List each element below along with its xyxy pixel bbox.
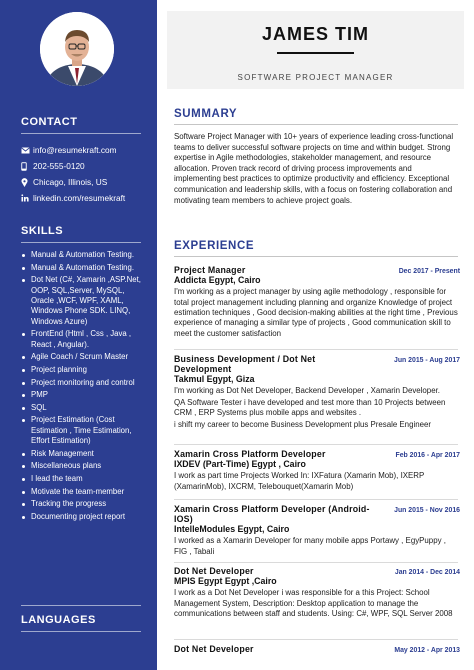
skill-item: Project planning	[21, 365, 149, 375]
profile-photo	[40, 12, 114, 86]
job-entry	[174, 449, 460, 492]
skill-item: Project monitoring and control	[21, 378, 149, 388]
skill-item: Dot Net (C#, Xamarin ,ASP.Net, OOP, SQL,Server, MySQL, Oracle ,WCF, WPF, XAML, Windows Phone SDK. LINQ, Windows Azure)	[21, 275, 149, 327]
contact-heading: CONTACT	[21, 116, 78, 128]
contact-divider	[21, 133, 141, 134]
job-description: QA Software Tester i have developed and test more than 10 Projects between CRM , ERP Systems plus mobile apps and websites .	[174, 397, 446, 418]
job-description: I'm working as Dot Net Developer, Backend Developer , Xamarin Developer.	[174, 386, 440, 396]
skill-item: Tracking the progress	[21, 499, 149, 509]
job-company: IXDEV (Part-Time) Egypt , Cairo	[174, 459, 306, 469]
skill-item: Miscellaneous plans	[21, 461, 149, 471]
languages-heading: LANGUAGES	[21, 614, 96, 626]
job-entry	[174, 504, 460, 557]
avatar	[40, 12, 114, 86]
skill-item: Documenting project report	[21, 512, 149, 522]
contact-phone[interactable]	[21, 158, 151, 174]
job-separator	[174, 499, 458, 500]
job-date: Jun 2015 - Aug 2017	[394, 357, 460, 364]
job-separator	[174, 562, 458, 563]
job-company: Takmul Egypt, Giza	[174, 374, 255, 384]
job-title: Business Development / Dot Net Development	[174, 354, 316, 374]
linkedin-icon	[21, 194, 33, 202]
summary-heading: SUMMARY	[174, 108, 238, 120]
job-separator	[174, 349, 458, 350]
contact-phone-text: 202-555-0120	[33, 161, 85, 171]
skill-item: Risk Management	[21, 449, 149, 459]
job-description: I work as part time Projects Worked In: IXFatura (Xamarin Mob), IXERP (XamarinMob), IXCRM, Telebouquet(Xamarin Mob)	[174, 471, 425, 491]
skill-item: Manual & Automation Testing.	[21, 263, 149, 273]
job-separator	[174, 444, 458, 445]
job-role-title: SOFTWARE PROJECT MANAGER	[237, 73, 394, 82]
skill-item: Project Estimation (Cost Estimation , Time Estimation, Effort Estimation)	[21, 415, 149, 446]
location-pin-icon	[21, 178, 33, 187]
job-title: Dot Net Developer	[174, 644, 254, 654]
job-title: Xamarin Cross Platform Developer (Android-IOS)	[174, 504, 370, 524]
contact-email-text: info@resumekraft.com	[33, 145, 117, 155]
skill-item: FrontEnd (Html , Css , Java , React , Angular).	[21, 329, 149, 350]
skill-item: Motivate the team-member	[21, 487, 149, 497]
job-description: I worked as a Xamarin Developer for many mobile apps Portawy , EgyPuppy , FIG , Tabali	[174, 536, 446, 556]
job-date: May 2012 - Apr 2013	[394, 647, 460, 654]
skills-heading: SKILLS	[21, 225, 64, 237]
envelope-icon	[21, 147, 33, 154]
languages-divider	[21, 631, 141, 632]
job-company: Addicta Egypt, Cairo	[174, 275, 261, 285]
languages-top-divider	[21, 605, 141, 606]
phone-icon	[21, 162, 33, 171]
job-date: Feb 2016 - Apr 2017	[395, 452, 460, 459]
contact-location	[21, 174, 151, 190]
skill-item: Manual & Automation Testing.	[21, 250, 149, 260]
job-date: Dec 2017 - Present	[398, 268, 460, 275]
job-entry	[174, 265, 460, 339]
name-underline	[277, 52, 354, 54]
job-company: IntelleModules Egypt, Cairo	[174, 524, 290, 534]
job-company: MPIS Egypt Egypt ,Cairo	[174, 576, 277, 586]
job-date: Jan 2014 - Dec 2014	[394, 569, 460, 576]
skill-item: Agile Coach / Scrum Master	[21, 352, 149, 362]
contact-linkedin-text: linkedin.com/resumekraft	[33, 193, 126, 203]
header	[167, 11, 464, 89]
job-description: I work as a Dot Net Developer i was responsible for a this Project: School Management System, Description: Desktop application to manage the communications between staff and students. Using: C#, WPF, SQL Server 2008	[174, 588, 453, 618]
job-date: Jun 2015 - Nov 2016	[394, 507, 460, 514]
summary-text: Software Project Manager with 10+ years of experience leading cross-functional teams to deliver successful software projects on time and within budget. Strong expertise in Agile methodologies, stakeholder management, and resource allocation. Proven track record of driving process improvements and implementing best practices to optimize productivity and efficiency. Exceptional communication and leadership skills, with a focus on fostering collaboration and motivating team members to achieve project goals.	[174, 132, 454, 205]
contact-email[interactable]	[21, 142, 151, 158]
contact-list	[21, 142, 151, 206]
job-title: Project Manager	[174, 265, 246, 275]
job-title: Dot Net Developer	[174, 566, 254, 576]
job-entry	[174, 354, 460, 430]
skill-item: SQL	[21, 403, 149, 413]
job-description: I'm working as a project manager by using agile methodology , responsible for total project management including planning and organize Knowledge of project estimation techniques , Good decision-making abilities at the right time , Previous experience of managing a similar type of projects , Good communication skill to meet the customer satisfaction	[174, 287, 458, 338]
experience-heading: EXPERIENCE	[174, 240, 255, 252]
contact-linkedin[interactable]	[21, 190, 151, 206]
skill-item: I lead the team	[21, 474, 149, 484]
summary-divider	[174, 124, 458, 125]
skills-list	[21, 250, 149, 524]
job-separator	[174, 639, 458, 640]
job-entry	[174, 566, 460, 619]
skill-item: PMP	[21, 390, 149, 400]
contact-location-text: Chicago, Illinois, US	[33, 177, 108, 187]
job-description: i shift my career to become Business Development plus Presale Engineer	[174, 419, 432, 429]
job-title: Xamarin Cross Platform Developer	[174, 449, 326, 459]
experience-divider	[174, 256, 458, 257]
skills-divider	[21, 242, 141, 243]
job-entry	[174, 644, 460, 654]
person-name: JAMES TIM	[261, 24, 369, 44]
